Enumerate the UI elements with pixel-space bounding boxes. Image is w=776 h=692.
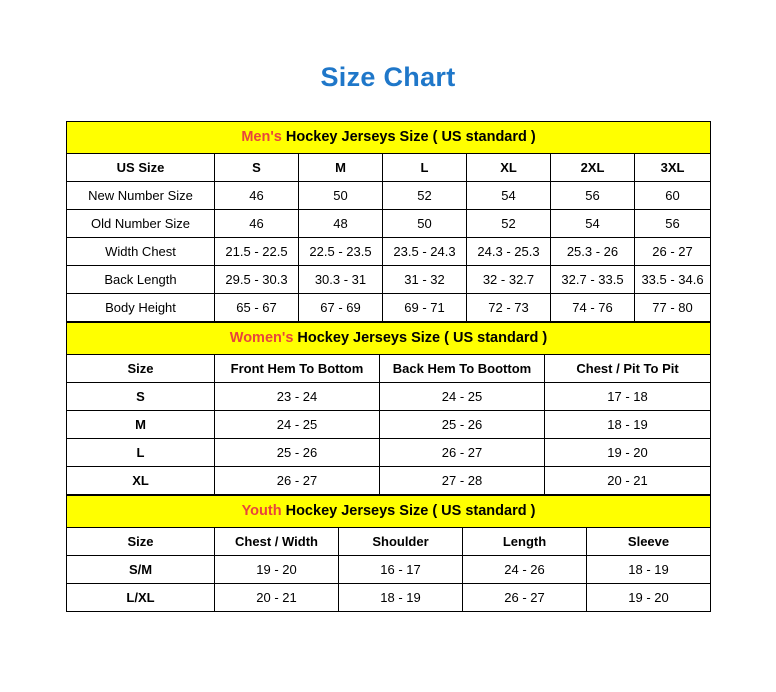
womens-cell: 25 - 26 bbox=[215, 439, 380, 467]
table-row bbox=[67, 383, 711, 411]
table-row bbox=[67, 182, 711, 210]
table-row bbox=[67, 294, 711, 322]
mens-cell: 21.5 - 22.5 bbox=[215, 238, 299, 266]
table-banner-row bbox=[67, 496, 711, 528]
mens-row-label: Width Chest bbox=[67, 238, 215, 266]
womens-cell: 24 - 25 bbox=[215, 411, 380, 439]
youth-header-cell: Length bbox=[463, 528, 587, 556]
mens-header-cell: L bbox=[383, 154, 467, 182]
table-row bbox=[67, 266, 711, 294]
youth-header-cell: Chest / Width bbox=[215, 528, 339, 556]
mens-cell: 54 bbox=[467, 182, 551, 210]
womens-header-cell: Back Hem To Boottom bbox=[380, 355, 545, 383]
size-tables bbox=[66, 93, 710, 612]
mens-cell: 48 bbox=[299, 210, 383, 238]
mens-cell: 32.7 - 33.5 bbox=[551, 266, 635, 294]
womens-header-cell: Chest / Pit To Pit bbox=[545, 355, 711, 383]
mens-banner-rest: Hockey Jerseys Size ( US standard ) bbox=[281, 129, 536, 145]
womens-row-label: XL bbox=[67, 467, 215, 495]
mens-cell: 65 - 67 bbox=[215, 294, 299, 322]
mens-cell: 77 - 80 bbox=[635, 294, 711, 322]
table-row bbox=[67, 584, 711, 612]
mens-cell: 31 - 32 bbox=[383, 266, 467, 294]
youth-cell: 18 - 19 bbox=[339, 584, 463, 612]
mens-header-cell: M bbox=[299, 154, 383, 182]
table-header-row bbox=[67, 355, 711, 383]
mens-cell: 25.3 - 26 bbox=[551, 238, 635, 266]
mens-cell: 26 - 27 bbox=[635, 238, 711, 266]
youth-cell: 16 - 17 bbox=[339, 556, 463, 584]
womens-cell: 18 - 19 bbox=[545, 411, 711, 439]
mens-cell: 52 bbox=[383, 182, 467, 210]
womens-cell: 27 - 28 bbox=[380, 467, 545, 495]
youth-banner-accent: Youth bbox=[241, 503, 282, 519]
mens-cell: 69 - 71 bbox=[383, 294, 467, 322]
table-row bbox=[67, 556, 711, 584]
mens-header-cell: 3XL bbox=[635, 154, 711, 182]
youth-cell: 18 - 19 bbox=[587, 556, 711, 584]
table-row bbox=[67, 467, 711, 495]
mens-cell: 67 - 69 bbox=[299, 294, 383, 322]
womens-banner-rest: Hockey Jerseys Size ( US standard ) bbox=[293, 330, 548, 346]
table-row bbox=[67, 238, 711, 266]
womens-cell: 25 - 26 bbox=[380, 411, 545, 439]
youth-cell: 24 - 26 bbox=[463, 556, 587, 584]
youth-size-table bbox=[66, 495, 711, 612]
mens-cell: 50 bbox=[383, 210, 467, 238]
mens-header-cell: XL bbox=[467, 154, 551, 182]
youth-cell: 26 - 27 bbox=[463, 584, 587, 612]
womens-header-cell: Front Hem To Bottom bbox=[215, 355, 380, 383]
mens-cell: 29.5 - 30.3 bbox=[215, 266, 299, 294]
mens-cell: 22.5 - 23.5 bbox=[299, 238, 383, 266]
youth-banner-rest: Hockey Jerseys Size ( US standard ) bbox=[281, 503, 536, 519]
mens-cell: 32 - 32.7 bbox=[467, 266, 551, 294]
table-row bbox=[67, 210, 711, 238]
womens-cell: 26 - 27 bbox=[380, 439, 545, 467]
mens-row-label: Body Height bbox=[67, 294, 215, 322]
mens-cell: 33.5 - 34.6 bbox=[635, 266, 711, 294]
womens-row-label: S bbox=[67, 383, 215, 411]
table-banner-row bbox=[67, 323, 711, 355]
table-row bbox=[67, 439, 711, 467]
mens-cell: 60 bbox=[635, 182, 711, 210]
womens-header-cell: Size bbox=[67, 355, 215, 383]
mens-cell: 23.5 - 24.3 bbox=[383, 238, 467, 266]
mens-cell: 72 - 73 bbox=[467, 294, 551, 322]
womens-cell: 26 - 27 bbox=[215, 467, 380, 495]
mens-row-label: New Number Size bbox=[67, 182, 215, 210]
mens-cell: 30.3 - 31 bbox=[299, 266, 383, 294]
youth-header-cell: Size bbox=[67, 528, 215, 556]
youth-header-cell: Sleeve bbox=[587, 528, 711, 556]
mens-size-table bbox=[66, 121, 711, 322]
youth-cell: 19 - 20 bbox=[587, 584, 711, 612]
mens-banner-accent: Men's bbox=[241, 129, 282, 145]
womens-banner bbox=[67, 323, 711, 355]
youth-banner bbox=[67, 496, 711, 528]
mens-cell: 46 bbox=[215, 182, 299, 210]
youth-cell: 20 - 21 bbox=[215, 584, 339, 612]
table-row bbox=[67, 411, 711, 439]
youth-row-label: S/M bbox=[67, 556, 215, 584]
youth-row-label: L/XL bbox=[67, 584, 215, 612]
mens-cell: 24.3 - 25.3 bbox=[467, 238, 551, 266]
mens-cell: 56 bbox=[635, 210, 711, 238]
mens-cell: 46 bbox=[215, 210, 299, 238]
mens-banner bbox=[67, 122, 711, 154]
womens-size-table bbox=[66, 322, 711, 495]
womens-cell: 23 - 24 bbox=[215, 383, 380, 411]
table-header-row bbox=[67, 154, 711, 182]
womens-banner-accent: Women's bbox=[229, 330, 294, 346]
table-header-row bbox=[67, 528, 711, 556]
mens-cell: 50 bbox=[299, 182, 383, 210]
mens-cell: 52 bbox=[467, 210, 551, 238]
womens-cell: 17 - 18 bbox=[545, 383, 711, 411]
table-banner-row bbox=[67, 122, 711, 154]
mens-header-cell: US Size bbox=[67, 154, 215, 182]
page-title: Size Chart bbox=[320, 62, 456, 92]
mens-cell: 74 - 76 bbox=[551, 294, 635, 322]
youth-cell: 19 - 20 bbox=[215, 556, 339, 584]
womens-row-label: M bbox=[67, 411, 215, 439]
mens-row-label: Old Number Size bbox=[67, 210, 215, 238]
womens-cell: 19 - 20 bbox=[545, 439, 711, 467]
mens-header-cell: 2XL bbox=[551, 154, 635, 182]
mens-header-cell: S bbox=[215, 154, 299, 182]
womens-cell: 24 - 25 bbox=[380, 383, 545, 411]
mens-cell: 56 bbox=[551, 182, 635, 210]
womens-row-label: L bbox=[67, 439, 215, 467]
mens-cell: 54 bbox=[551, 210, 635, 238]
mens-row-label: Back Length bbox=[67, 266, 215, 294]
youth-header-cell: Shoulder bbox=[339, 528, 463, 556]
womens-cell: 20 - 21 bbox=[545, 467, 711, 495]
